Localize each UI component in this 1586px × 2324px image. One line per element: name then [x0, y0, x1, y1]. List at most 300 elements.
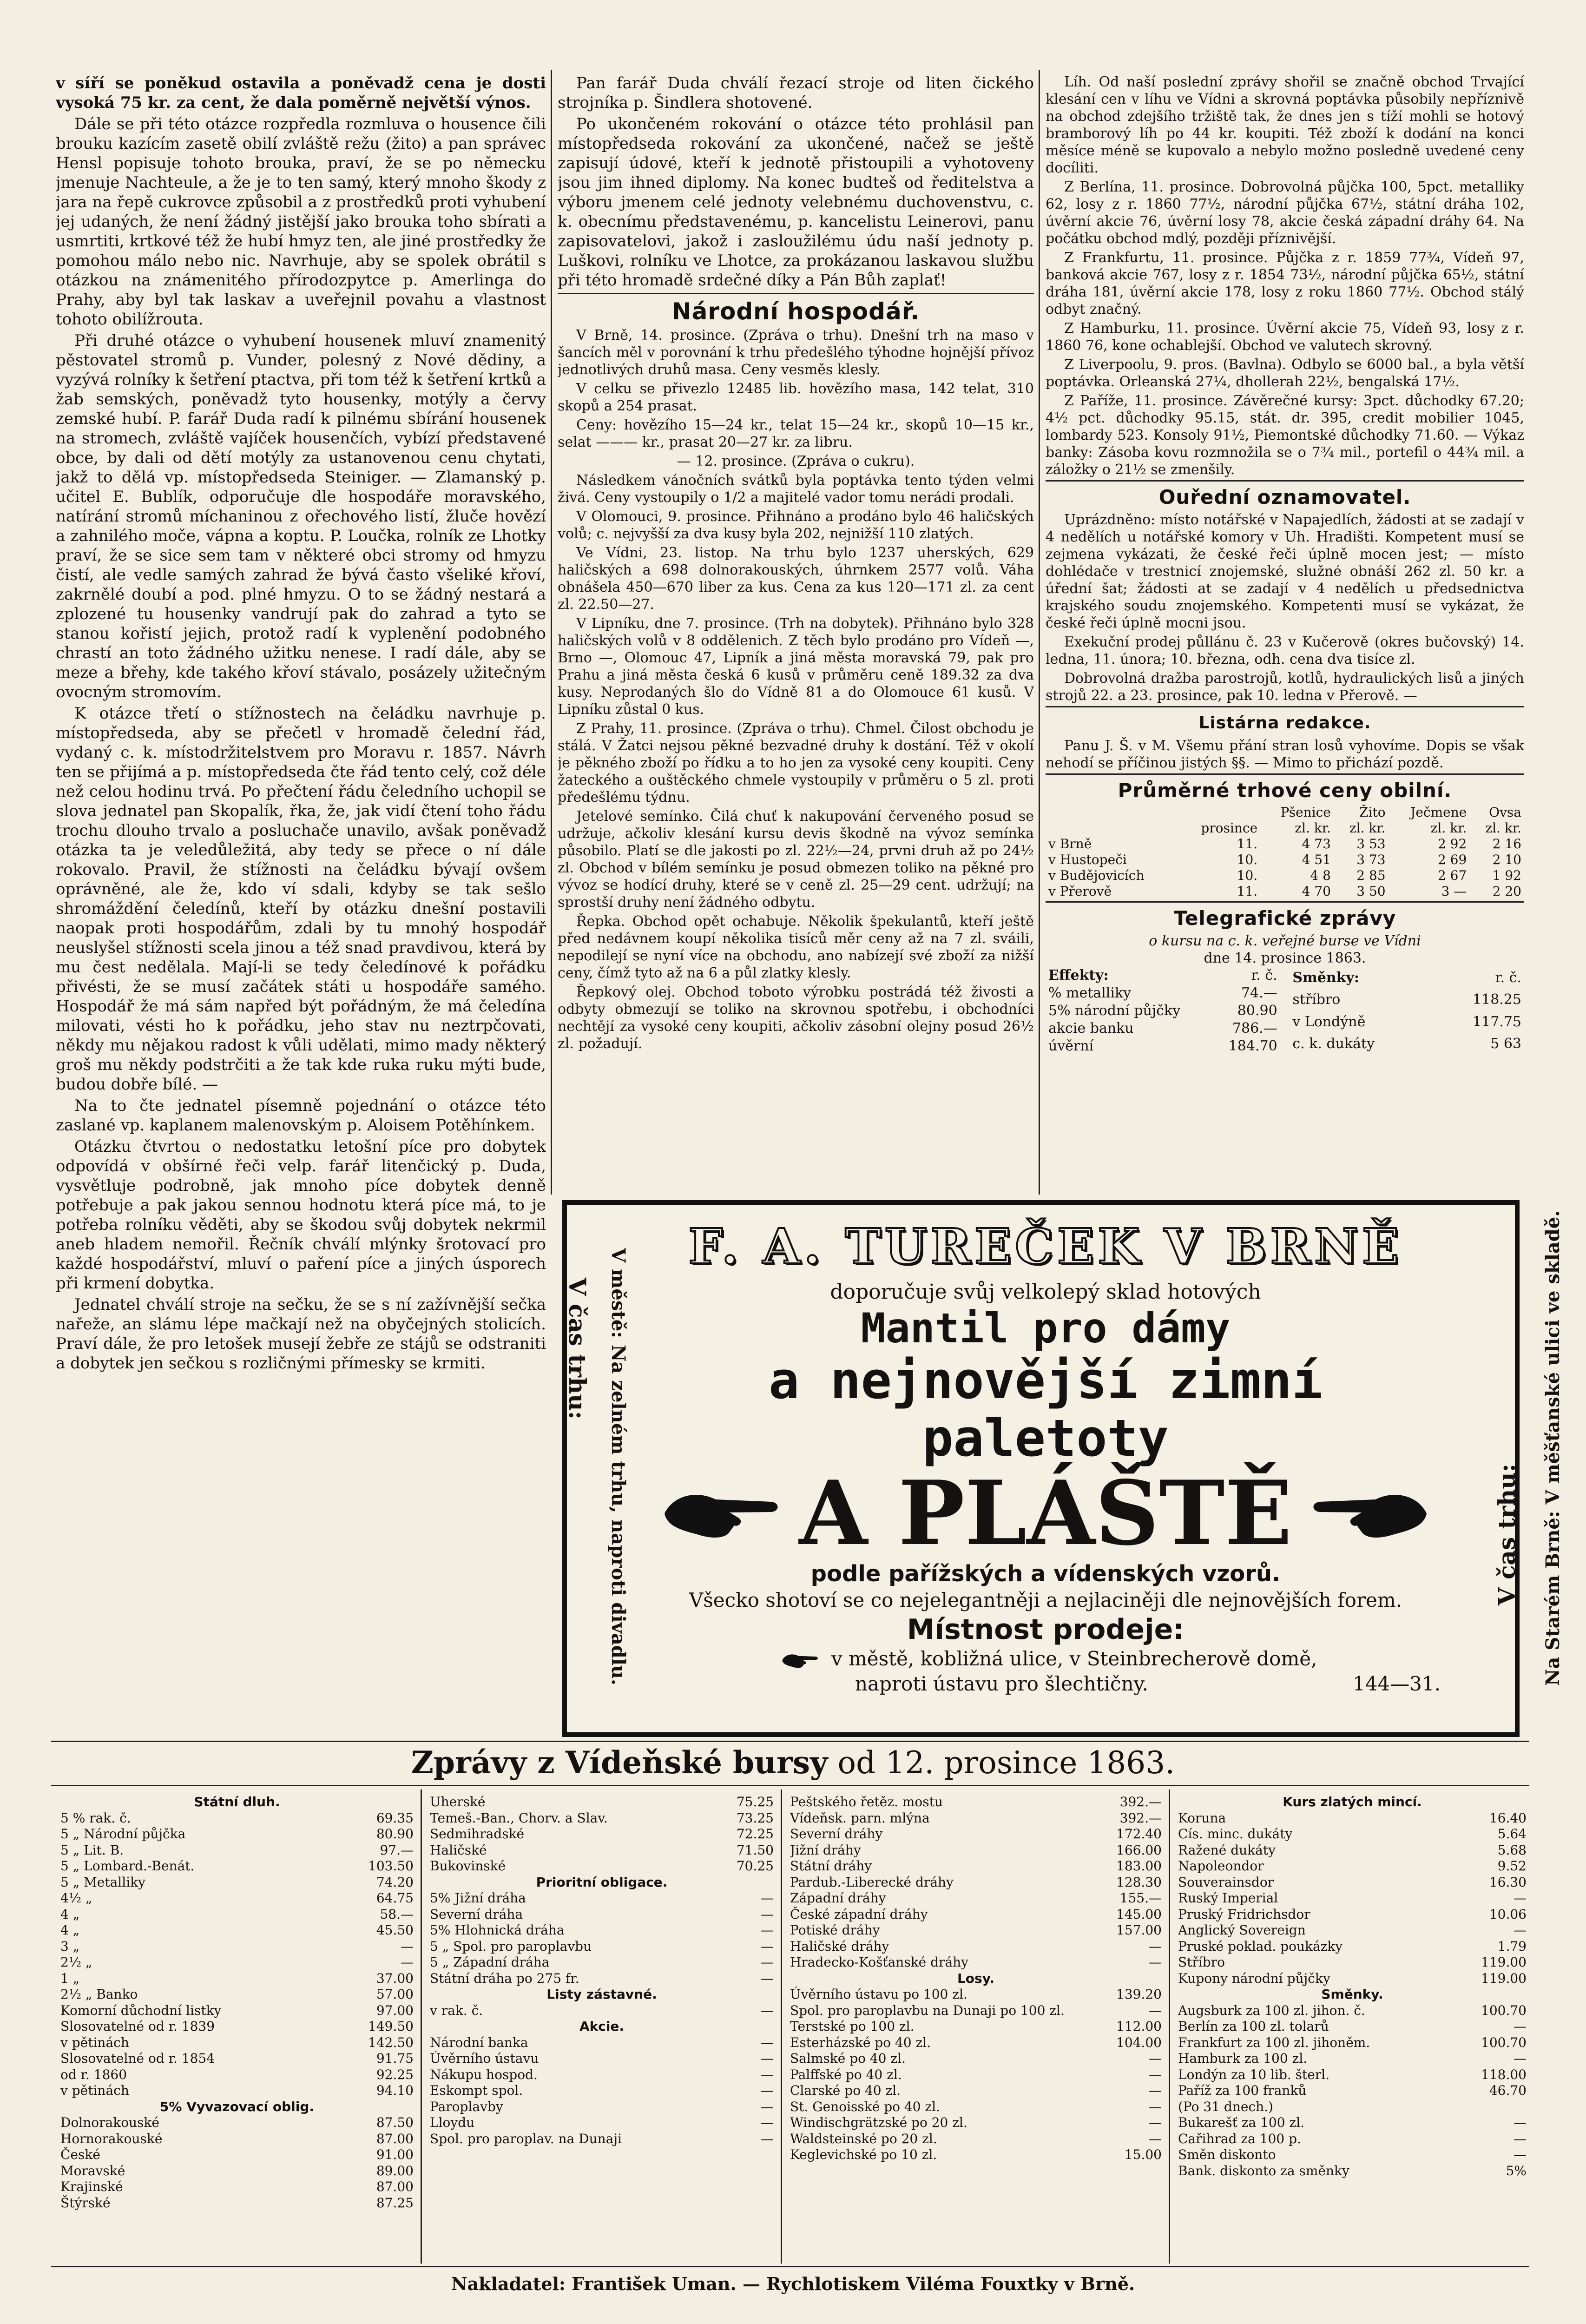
bursa-row-value: 75.25: [736, 1794, 774, 1809]
bursa-row-value: 64.75: [376, 1890, 414, 1906]
bursa-row-value: —: [761, 1906, 774, 1922]
grain-col-3: Ovsa: [1489, 805, 1521, 820]
bursa-row-label: v pětinách: [60, 2034, 129, 2050]
bursa-row-value: 57.00: [376, 1987, 414, 2002]
bursa-row-value: 392.—: [1119, 1794, 1162, 1809]
right-market-2: Z Frankfurtu, 11. prosince. Půjčka z r. 1859 77¾, Vídeň 97, banková akcie 767, losy z r. 1854 73½, národní půjčka 65½, státní dráha 181, úvěrní akcie 178, losy z roku 1860 77½. Obchod stálý odbyt značný.: [1046, 250, 1524, 317]
bursa-row-value: 139.20: [1116, 1987, 1162, 2002]
bursa-row-label: Severní dráhy: [790, 1826, 883, 1842]
bursa-row-value: —: [761, 2034, 774, 2050]
bursa-row-value: 70.25: [736, 1858, 774, 1874]
grain-cell: 2 20: [1492, 884, 1521, 899]
fx-cell: 5% národní půjčky: [1048, 1003, 1181, 1019]
market-item-5: V Olomouci, 9. prosince. Přihnáno a prodáno bylo 46 haličských volů; c. nejvyšší za dva kusy byla 202, nejnižší 110 zlatých.: [558, 508, 1034, 542]
bursa-row-label: Londýn za 10 lib. šterl.: [1178, 2067, 1330, 2082]
bursa-row-label: Krajinské: [60, 2179, 123, 2194]
grain-cell: 10.: [1237, 852, 1258, 867]
grain-cell: 3 50: [1356, 884, 1386, 899]
grain-row: [1046, 868, 1524, 884]
bursa-row-label: Napoleondor: [1178, 1858, 1264, 1874]
bursa-row: [60, 1842, 414, 1859]
bursa-row-value: —: [1514, 1922, 1527, 1938]
grain-cell: 2 69: [1437, 852, 1467, 867]
bursa-row-label: St. Genoisské po 40 zl.: [790, 2099, 941, 2114]
bursa-row-value: 9.52: [1497, 1858, 1527, 1874]
bursa-row-label: 5 „ Metalliky: [60, 1874, 145, 1890]
ad-left-vertical-b: V městě: Na zelném trhu, naproti divadlu.: [607, 1248, 629, 1685]
bursa-row: [60, 2035, 414, 2051]
market-item-1: V celku se přivezlo 12485 lib. hovězího masa, 142 telat, 310 skopů a 254 prasat.: [558, 381, 1034, 414]
bursa-heading-akcie: Akcie.: [579, 2019, 625, 2034]
bursa-row-label: Esterházské po 40 zl.: [790, 2034, 931, 2050]
bursa-row-label: (Po 31 dnech.): [1178, 2099, 1273, 2114]
bursa-row-label: České: [60, 2147, 100, 2162]
bursa-row-label: Komorní důchodní listky: [60, 2002, 222, 2018]
bursa-row-label: Cařihrad za 100 p.: [1178, 2131, 1301, 2146]
left-para-6: Jednatel chválí stroje na sečku, že se s ní zažívnější sečka nařeže, an slámu lépe mačkají než na obyčejných stolicích. Praví dále, že pro letošek musejí žebře ze stájů se odstraniti a dobytek jen sečkou s rozličnými přímesky se krmiti.: [56, 1295, 546, 1373]
bursa-col-4: [1178, 1794, 1527, 2264]
bursa-row-label: Palffské po 40 zl.: [790, 2067, 902, 2082]
bursa-row-label: Cís. minc. dukáty: [1178, 1826, 1293, 1842]
bursa-row-label: Úvěrního ústavu po 100 zl.: [790, 1987, 967, 2002]
bursa-row-value: —: [1149, 2002, 1162, 2018]
grain-cell: 3 —: [1441, 884, 1467, 899]
bursa-row-value: 149.50: [368, 2019, 414, 2034]
left-para-4: Na to čte jednatel písemně pojednání o otázce této zaslané vp. kaplanem malenovským p. Aloisem Potěhínkem.: [56, 1096, 546, 1135]
bursa-row-value: 5.64: [1497, 1826, 1527, 1842]
market-item-6: Ve Vídni, 23. listop. Na trhu bylo 1237 uherských, 629 haličských a 698 dolnorakouských, úhrnkem 2577 volů. Váha obnášela 450—670 liber za kus. Cena za kus 120—171 zl. za cent zl. 22.50—27.: [558, 545, 1034, 613]
bursa-row: [60, 2147, 414, 2163]
bursa-row: [1178, 1939, 1527, 1955]
bursa-row: [430, 1842, 774, 1859]
bursa-row: [430, 1890, 774, 1907]
bursa-row: [60, 1875, 414, 1891]
bursa-row-label: 5 „ Lombard.-Benát.: [60, 1858, 195, 1874]
bursa-col-2: [430, 1794, 774, 2264]
bursa-heading-listy: Listy zástavné.: [546, 1987, 657, 2002]
bursa-row-label: Windischgrätzské po 20 zl.: [790, 2115, 967, 2130]
bursa-row: [430, 1794, 774, 1810]
bursa-row-label: Bukovinské: [430, 1858, 506, 1874]
bursa-row: [790, 1907, 1162, 1923]
left-para-2: Při druhé otázce o vyhubení housenek mluví znamenitý pěstovatel stromů p. Vunder, polesný z Nové dědiny, a vyzývá rolníky k šetření ptactva, při tom též k šetření krtků a žab semských, poněvadž tyto housenky, motýly a červy zemské hubí. P. farář Duda radí k pilnému sbírání housenek na stromech, zvláště vajíček housenčích, vybízí představené obce, by dali od dětí motýly za ustanovenou cenu chytati, jakž to dělá vp. místopředseda Steiniger. — Zlamanský p. učitel E. Bublík, odporučuje dle hospodáře moravského, natírání stromů míchaninou z ořechového listí, žluče hovězí a zahnilého moče, vápna a koptu. P. Loučka, rolník ze Lhotky praví, že se sice sem tam v některé obci stromy od hmyzu čistí, ale vedle samých zahrad že bývá často všeliké křoví, zakrnělé doubí a pod. plné hmyzu. O to se žádný nestará a zplozené tu housenky vandrují pak do zahrad a tyto se stanou kořistí jejich, protož radí k vyplenění podobného chrastí an toto žádného užitku nenese. I radí dále, aby se meze a břehy, kde takého křoví stávalo, posázely užitečným ovocným stromovím.: [56, 331, 546, 701]
bursa-row-label: 3 „: [60, 1938, 80, 1954]
bursa-row-label: Kupony národní půjčky: [1178, 1970, 1330, 1986]
bursa-row-label: Peštského řetěz. mostu: [790, 1794, 943, 1809]
bursa-row-label: 5 „ Národní půjčka: [60, 1826, 186, 1842]
official-1: Exekuční prodej půllánu č. 23 v Kučerově (okres bučovský) 14. ledna, 11. února; 10. března, odh. cena dva tisíce zl.: [1046, 634, 1524, 667]
bursa-row-label: Státní dráhy: [790, 1858, 872, 1874]
bursa-row: [790, 1890, 1162, 1907]
grain-cell: 11.: [1237, 884, 1258, 899]
bursa-row-label: Souverainsdor: [1178, 1874, 1274, 1890]
bursa-row-label: Uherské: [430, 1794, 486, 1809]
bursa-row-value: —: [1149, 2131, 1162, 2146]
middle-intro-0: Pan farář Duda chválí řezací stroje od liten čického strojníka p. Šindlera shotovené.: [558, 74, 1034, 112]
column-rule-left: [551, 70, 552, 1195]
bursa-row-value: 73.25: [736, 1810, 774, 1826]
grain-cell: 3 73: [1356, 852, 1386, 867]
bursa-row: [60, 2003, 414, 2019]
bursa-row-value: —: [1514, 1890, 1527, 1906]
grain-price-table: [1046, 805, 1524, 899]
bursa-row-value: 128.30: [1116, 1874, 1162, 1890]
bursa-row-value: 172.40: [1116, 1826, 1162, 1842]
right-market-1: Z Berlína, 11. prosince. Dobrovolná půjčka 100, 5pct. metalliky 62, losy z r. 1860 77½, národní půjčka 67½, státní dráha 102, úvěrní akcie 76, úvěrní losy 78, akcie česká západní dráhy 64. Na počátku obchod mdlý, později příznivější.: [1046, 179, 1524, 247]
telegraph-sub: o kursu na c. k. veřejné burse ve Vídni: [1149, 933, 1421, 949]
bursa-row: [1178, 1971, 1527, 1987]
right-market-3: Z Hamburku, 11. prosince. Úvěrní akcie 75, Vídeň 93, losy z r. 1860 76, kone ochablejší. Obchod ve valutech skrovný.: [1046, 320, 1524, 354]
bursa-row-label: v rak. č.: [430, 2002, 483, 2018]
bursa-row-label: Frankfurt za 100 zl. jihoněm.: [1178, 2034, 1370, 2050]
bursa-row-label: Temeš.-Ban., Chorv. a Slav.: [430, 1810, 608, 1826]
bursa-heading-statni-dluh: Státní dluh.: [194, 1794, 280, 1809]
bursa-col-1: [60, 1794, 414, 2264]
left-para-1: Dále se při této otázce rozpředla rozmluva o housence čili brouku kazícím zasetě obilí zvláště režu (žito) a pan správec Hensl popisuje tohoto brouka, praví, že se po německu jmenuje Nachteule, a že je to ten samý, který mnoho škody z jara na řepě cukrovce způsobil a z prostředků proti vyhubení jej udaných, že není žádný jistější jako brouka toho sbírati a usmrtiti, krtkové též že hubí hmyz ten, ale jiné prostředky že pomohou málo nebo nic. Navrhuje, aby se spolek obrátil s otázkou na známenitého přírodozpytce p. Amerlinga do Prahy, aby byl tak laskav a uveřejnil povahu a vlastnost tohoto obilížrouta.: [56, 115, 546, 329]
bursa-row-label: Stříbro: [1178, 1954, 1225, 1970]
bursa-row-label: Nákupu hospod.: [430, 2067, 538, 2082]
bursa-row-value: —: [1149, 2083, 1162, 2098]
grain-col-2: Ječmene: [1410, 805, 1467, 820]
bursa-row: [1178, 2147, 1527, 2163]
ad-line-mantil: Mantil pro dámy: [861, 1304, 1231, 1352]
official-2: Dobrovolná dražba parostrojů, kotlů, hydraulických lisů a jiných strojů 22. a 23. prosince, pak 10. ledna v Přerově. —: [1046, 670, 1524, 704]
bursa-row-label: 2½ „ Banko: [60, 1987, 138, 2002]
pointing-hand-icon: [660, 1481, 781, 1546]
ad-left-vertical-a: V čas trhu:: [564, 1277, 592, 1420]
grain-cell: 2 67: [1437, 868, 1467, 883]
bursa-row-label: Bank. diskonto za směnky: [1178, 2163, 1349, 2179]
bursa-row-value: 15.00: [1124, 2147, 1162, 2162]
bursa-title-rule: [51, 1785, 1529, 1786]
right-market-0: Líh. Od naší poslední zprávy shořil se značně obchod Trvající klesání cen v líhu ve Vídni a skrovná poptávka působily nepříznivě na obchod zdejšího tržiště tak, že dnes jen s tíží mohli se hotový bramborový líh po 44 kr. koupiti. Též zboží k dodání na konci měsíce méně se kupovalo a nebylo možno posledně uvedené ceny docíliti.: [1046, 74, 1524, 176]
bursa-row: [60, 2083, 414, 2099]
bursa-row: [430, 2083, 774, 2099]
section-heading-official: Ouřední oznamovatel.: [1158, 486, 1411, 508]
bursa-row-value: 91.75: [376, 2051, 414, 2066]
bursa-row-label: Pruský Fridrichsdor: [1178, 1906, 1310, 1922]
bursa-row: [790, 2051, 1162, 2067]
ad-right-vertical-a: V čas trhu:: [1493, 1463, 1521, 1606]
bursa-row-value: 87.50: [376, 2115, 414, 2130]
section-heading-letters: Listárna redakce.: [1198, 713, 1371, 733]
bursa-row-value: —: [761, 1938, 774, 1954]
bursa-row-label: Západní dráhy: [790, 1890, 886, 1906]
pointing-hand-icon: [1310, 1481, 1431, 1546]
effects-unit: r. č.: [1251, 967, 1277, 984]
bursa-row: [1178, 2083, 1527, 2099]
effects-table: [1046, 967, 1280, 1055]
ad-brand: F. A. TUREČEK V BRNĚ: [688, 1218, 1403, 1275]
bursa-row: [430, 1922, 774, 1939]
bursa-row-value: 392.—: [1119, 1810, 1162, 1826]
fx-cell: akcie banku: [1048, 1020, 1134, 1037]
bursa-row-value: 97.00: [376, 2002, 414, 2018]
bursa-row-label: Paříž za 100 franků: [1178, 2083, 1307, 2098]
bursa-row-value: —: [761, 2099, 774, 2114]
bursa-row-label: 5 % rak. č.: [60, 1810, 131, 1826]
bursa-row-value: 46.70: [1489, 2083, 1527, 2098]
bursa-row-value: 94.10: [376, 2083, 414, 2098]
bursa-row-label: Spol. pro paroplavbu na Dunaji po 100 zl.: [790, 2002, 1065, 2018]
grain-cell: 2 16: [1492, 836, 1521, 852]
fx-cell: 5 63: [1490, 1036, 1521, 1052]
right-market-5: Z Paříže, 11. prosince. Závěrečné kursy: 3pct. důchodky 67.20; 4½ pct. důchodky 95.15, stát. dr. 395, credit mobilier 1045, lombardy 523. Konsoly 91½, Piemontské důchodky 71.60. — Výkaz banky: Zásoba kovu rozmnožila se o 7¾ mil., portefil o 44¾ mil. a záložky o 21½ se zmenšily.: [1046, 393, 1524, 478]
bursa-heading-smenky: Směnky.: [1321, 1987, 1383, 2002]
bursa-row-label: Anglický Sovereign: [1178, 1922, 1306, 1938]
bursa-row-value: 166.00: [1116, 1842, 1162, 1858]
bursa-row-label: Paroplavby: [430, 2099, 503, 2114]
bursa-row-value: —: [1149, 1938, 1162, 1954]
left-para-3: K otázce třetí o stížnostech na čeládku navrhuje p. místopředseda, aby se přečetl v hromadě čelední řád, vydaný c. k. místodržitelstvem pro Moravu r. 1857. Návrh ten se přijímá a p. místopředseda čte řád tento celý, což déle než celou hodinu trvá. Po přečtení řádu čeledního uchopil se slova jednatel pan Skopalík, řka, že, jak vidí čtení toho řádu trochu dlouho trvalo a posluchače unavilo, avšak poněvadž otázka ta je veledůležitá, aby tedy se přece o ní dále rokovalo. Pravil, že stížnosti na čeládku bývají ovšem oprávněné, ale že, kdo ví sdali, kdyby se tak sešlo shromáždění čeledínů, kteří by otázku dnešní postavili naopak proti hospodářům, zdali by tu mnohý hospodář neuslyšel stížnosti scela jinou a též snad pravdivou, která by mu čest nedělala. Mají-li se tedy čeledínové k pořádku přivésti, že se musí začátek státi u hospodáře samého. Hospodář že má sám napřed být pořádným, že má čeledína milovati, vésti ho k pořádku, jeho stav nu neztrpčovati, někdy mu nějakou radost k vůli udělati, mimo mady některý groš mu někdy podstrčiti a že tak kde ruka ruku mýti bude, budou dobře bílé. —: [56, 704, 546, 1094]
bursa-row-value: 10.06: [1489, 1906, 1527, 1922]
bursa-row: [790, 2131, 1162, 2147]
bursa-row-label: Berlín za 100 zl. tolarů: [1178, 2019, 1329, 2034]
fx-cell: c. k. dukáty: [1292, 1036, 1375, 1052]
ad-line-body: Všecko shotoví se co nejelegantněji a nejlaciněji dle nejnovějších forem.: [689, 1589, 1402, 1611]
bursa-row: [1178, 1810, 1527, 1827]
bursa-heading-losy: Losy.: [957, 1970, 995, 1986]
telegraph-date: dne 14. prosince 1863.: [1204, 950, 1366, 966]
grain-cell: 11.: [1237, 836, 1258, 852]
grain-cell: v Brně: [1048, 836, 1092, 852]
bursa-row-label: Směn diskonto: [1178, 2147, 1276, 2162]
bursa-row: [1178, 2115, 1527, 2131]
bursa-row: [60, 1971, 414, 1987]
bursa-row-value: 91.00: [376, 2147, 414, 2162]
grain-cell: 2 10: [1492, 852, 1521, 867]
bursa-row-value: —: [761, 1954, 774, 1970]
grain-row: [1046, 852, 1524, 868]
bursa-row: [60, 1890, 414, 1907]
bursa-row-value: 155.—: [1119, 1890, 1162, 1906]
bursa-row-value: 100.70: [1481, 2002, 1527, 2018]
bursa-row-value: 45.50: [376, 1922, 414, 1938]
bursa-row-value: 89.00: [376, 2163, 414, 2179]
bursa-row: [790, 1826, 1162, 1842]
bursa-row-value: 5%: [1506, 2163, 1527, 2179]
bursa-row: [1178, 1922, 1527, 1939]
bursa-row: [790, 1842, 1162, 1859]
bursa-row-label: 4½ „: [60, 1890, 92, 1906]
bursa-row: [790, 1987, 1162, 2003]
middle-column: [558, 73, 1034, 1194]
bursa-row: [430, 1939, 774, 1955]
bursa-row: [60, 2179, 414, 2195]
bursa-row-label: Ruský Imperial: [1178, 1890, 1278, 1906]
bursa-row: [430, 2051, 774, 2067]
official-0: Uprázdněno: místo notářské v Napajedlích, žádosti at se zadají v 4 nedělích u notářské komory v Uh. Hradišti. Kompetent musí se zejmena vykázati, že české řeči úplně mocen jest; — místo dohlédače v trestnicí znojemské, služné obnáší 262 zl. 50 kr. a úřední šat; žádosti at se zadají v 4 nedělích u předsednictva krajského soudu znojemského. Kompetenti musí se vykázat, že české řeči úplně mocni jsou.: [1046, 512, 1524, 631]
bursa-row: [790, 2115, 1162, 2131]
bursa-rule: [781, 1789, 782, 2264]
bursa-row: [1178, 2067, 1527, 2083]
bursa-row-value: —: [1514, 2051, 1527, 2066]
bursa-row: [60, 1922, 414, 1939]
bursa-row-label: v pětinách: [60, 2083, 129, 2098]
grain-cell: 4 51: [1302, 852, 1331, 867]
bursa-row: [790, 1794, 1162, 1810]
ad-address-2: naproti ústavu pro šlechtičny.: [855, 1672, 1149, 1695]
bursa-row-label: 4 „: [60, 1922, 80, 1938]
market-item-8: Z Prahy, 11. prosince. (Zpráva o trhu). Chmel. Čilost obchodu je stálá. V Žatci nejsou pěkné bezvadné druhy k dostání. Též v okolí je pěkného zboží po řídku a to ho jen za vysoké ceny koupiti. Ceny žateckého a ouštěckého chmele vystoupily v průměru o 5 zl. proti předešlému týdnu.: [558, 720, 1034, 805]
market-item-3: — 12. prosince. (Zpráva o cukru).: [677, 453, 915, 469]
bursa-row: [430, 1810, 774, 1827]
bursa-row-value: 103.50: [368, 1858, 414, 1874]
grain-cell: 10.: [1237, 868, 1258, 883]
bursa-row: [430, 2099, 774, 2115]
bursa-row-value: 97.—: [380, 1842, 414, 1858]
bursa-rule: [421, 1789, 422, 2264]
bursa-row: [790, 2083, 1162, 2099]
fx-cell: 184.70: [1228, 1038, 1277, 1054]
bursa-row-value: 16.30: [1489, 1874, 1527, 1890]
grain-cell: v Přerově: [1048, 884, 1112, 899]
bursa-row: [60, 1858, 414, 1875]
bursa-row-value: —: [1149, 1954, 1162, 1970]
bursa-row-value: —: [401, 1954, 414, 1970]
bursa-row-value: —: [761, 2051, 774, 2066]
bursa-row-label: Severní dráha: [430, 1906, 523, 1922]
bursa-row-value: —: [761, 2083, 774, 2098]
bursa-title-date: od 12. prosince 1863.: [837, 1745, 1175, 1781]
bursa-row: [1178, 2019, 1527, 2035]
bursa-row: [790, 2003, 1162, 2019]
bursa-row-value: —: [761, 1970, 774, 1986]
bursa-row-value: 157.00: [1116, 1922, 1162, 1938]
bursa-row: [430, 1954, 774, 1971]
bursa-row: [1178, 2131, 1527, 2147]
bursa-row-label: Slosovatelné od r. 1839: [60, 2019, 215, 2034]
bursa-row: [790, 1810, 1162, 1827]
fx-cell: stříbro: [1292, 991, 1341, 1008]
bursa-row: [60, 2019, 414, 2035]
fx-cell: úvěrní: [1048, 1038, 1094, 1054]
bursa-row-value: —: [1149, 2115, 1162, 2130]
bursa-row-label: Haličské dráhy: [790, 1938, 889, 1954]
bursa-row-label: Úvěrního ústavu: [430, 2051, 539, 2066]
bursa-title: [0, 1744, 1586, 1782]
bursa-row: [1178, 2035, 1527, 2051]
bursa-row-value: 72.25: [736, 1826, 774, 1842]
bursa-row: [1178, 2003, 1527, 2019]
bursa-row-label: 5 „ Lit. B.: [60, 1842, 124, 1858]
grain-cell: 4 8: [1310, 868, 1331, 883]
bursa-row-value: 100.70: [1481, 2034, 1527, 2050]
bursa-row-value: 119.00: [1481, 1954, 1527, 1970]
bursa-row-value: 71.50: [736, 1842, 774, 1858]
bursa-row-label: Potiské dráhy: [790, 1922, 880, 1938]
fx-cell: 74.—: [1241, 985, 1277, 1001]
tureček-advertisement: [562, 1200, 1564, 1737]
ad-right-vertical-b: Na Starém Brně: V měšťanské ulici ve skladě.: [1542, 1210, 1564, 1686]
section-heading-grain: Průměrné trhové ceny obilní.: [1118, 779, 1452, 802]
bursa-row-label: Bukarešť za 100 zl.: [1178, 2115, 1305, 2130]
fx-cell: 80.90: [1237, 1003, 1277, 1019]
fx-cell: v Londýně: [1292, 1013, 1366, 1030]
bursa-row-label: Koruna: [1178, 1810, 1226, 1826]
bursa-row-label: 2½ „: [60, 1954, 92, 1970]
bursa-row: [790, 1875, 1162, 1891]
bursa-row-label: Pruské poklad. poukázky: [1178, 1938, 1343, 1954]
grain-sub-1: zl. kr.: [1295, 820, 1331, 836]
bursa-row-value: —: [401, 1938, 414, 1954]
bursa-row: [430, 1907, 774, 1923]
market-item-9: Jetelové semínko. Čilá chuť k nakupování červeného posud se udržuje, ačkoliv klesání kursu devis škodně na vývoz semínka působilo. Platí se dle jakosti po zl. 22½—24, prvni druh až po 24½ zl. Obchod v bílém semínku je posud obmezen toliko na pěkné pro vývoz se hodící druhy, které se v ceně zl. 25—29 cent. udržují; na sprostší druhy není žádného odbytu.: [558, 808, 1034, 911]
bursa-row-label: 1 „: [60, 1970, 80, 1986]
bursa-row-label: Keglevichské po 10 zl.: [790, 2147, 937, 2162]
bursa-row: [790, 2099, 1162, 2115]
bursa-row: [60, 2115, 414, 2131]
bursa-row: [430, 2067, 774, 2083]
bursa-row: [60, 1954, 414, 1971]
bursa-heading-vyvazovaci: 5% Vyvazovací oblig.: [159, 2099, 315, 2114]
bursa-row: [60, 2195, 414, 2212]
bursa-row: [430, 2115, 774, 2131]
section-heading-hospodar: Národní hospodář.: [671, 298, 920, 325]
bursa-row-label: Hradecko-Košťanské dráhy: [790, 1954, 968, 1970]
bursa-row-value: 37.00: [376, 1970, 414, 1986]
bursa-row: [1178, 1954, 1527, 1971]
ad-address-text: v městě, kobližná ulice, v Steinbrecherově domě,: [831, 1647, 1317, 1670]
bursa-row-value: 16.40: [1489, 1810, 1527, 1826]
bursa-row: [60, 1810, 414, 1827]
bursa-row: [60, 2163, 414, 2179]
market-item-11: Řepkový olej. Obchod toboto výrobku postrádá též živosti a odbyty obmezují se toliko na skrovnou spotřebu, i obchodníci nechtějí za vysoké ceny koupiti, ačkoliv zásobní olejny posud 26½ zl. požadují.: [558, 984, 1034, 1052]
bursa-row: [1178, 1826, 1527, 1842]
bursa-row: [1178, 2099, 1527, 2115]
bursa-row: [60, 2067, 414, 2083]
bursa-row-value: 142.50: [368, 2034, 414, 2050]
bursa-row-label: 5% Jižní dráha: [430, 1890, 526, 1906]
bursa-row: [60, 2131, 414, 2147]
bursa-row: [1178, 1858, 1527, 1875]
ad-recommend: doporučuje svůj velkolepý sklad hotových: [830, 1280, 1261, 1304]
middle-intro-1: Po ukončeném rokování o otázce této prohlásil pan místopředseda rokování za ukončené, načež se ještě zapisují údové, kteří k jednotě přistoupili a vyhotoveny jsou jim ihned diplomy. Na konec budteš od ředitelstva a výboru jmenem celé jednoty velebnému duchovenstvu, c. k. obecnímu představenému, p. kancelistu Leinerovi, panu zapisovatelovi, jakož i zasloužilému údu naší jednoty p. Luškovi, rolníku ve Lhotce, za prokázanou laskavou službu při této hromadě srdečné díky a Pán Bůh zaplať!: [558, 115, 1034, 290]
right-market-4: Z Liverpoolu, 9. pros. (Bavlna). Odbylo se 6000 bal., a byla větší poptávka. Orleanská 27¼, dhollerah 22½, bengalská 17½.: [1046, 357, 1524, 390]
bursa-row: [790, 2019, 1162, 2035]
bursa-row-value: 145.00: [1116, 1906, 1162, 1922]
bursa-heading-prioritni: Prioritní obligace.: [536, 1874, 668, 1890]
imprint-footer: Nakladatel: František Uman. — Rychlotiskem Viléma Fouxtky v Brně.: [451, 2273, 1135, 2294]
bills-label: Směnky:: [1292, 969, 1359, 986]
grain-sub-3: zl. kr.: [1430, 820, 1467, 836]
bursa-row: [430, 1971, 774, 1987]
bursa-row-value: 183.00: [1116, 1858, 1162, 1874]
bursa-row-value: 87.00: [376, 2131, 414, 2146]
bursa-row-label: Pardub.-Liberecké dráhy: [790, 1874, 954, 1890]
bursa-row-value: 118.00: [1481, 2067, 1527, 2082]
bursa-row-value: 5.68: [1497, 1842, 1527, 1858]
bursa-title-main: Zprávy z Vídeňské bursy: [411, 1744, 828, 1781]
bursa-row-value: 87.25: [376, 2195, 414, 2211]
bursa-row: [60, 1939, 414, 1955]
left-column: [56, 73, 546, 1728]
left-para-0: v síří se poněkud ostavila a poněvadž cena je dosti vysoká 75 kr. za cent, že dala poměrně největší výnos.: [56, 74, 546, 112]
bursa-row: [1178, 2163, 1527, 2179]
ad-number: 144—31.: [1353, 1672, 1441, 1695]
bursa-row-label: Jižní dráhy: [790, 1842, 861, 1858]
grain-cell: v Hustopeči: [1048, 852, 1127, 867]
bursa-row-label: Clarské po 40 zl.: [790, 2083, 901, 2098]
bursa-row-label: Spol. pro paroplav. na Dunaji: [430, 2131, 622, 2146]
grain-sub-2: zl. kr.: [1349, 820, 1386, 836]
bursa-row-label: Waldsteinské po 20 zl.: [790, 2131, 937, 2146]
bursa-row-value: 69.35: [376, 1810, 414, 1826]
grain-cell: v Budějovicích: [1048, 868, 1145, 883]
bursa-row-value: 92.25: [376, 2067, 414, 2082]
bursa-row-value: —: [1514, 2115, 1527, 2130]
bursa-row-value: 104.00: [1116, 2034, 1162, 2050]
